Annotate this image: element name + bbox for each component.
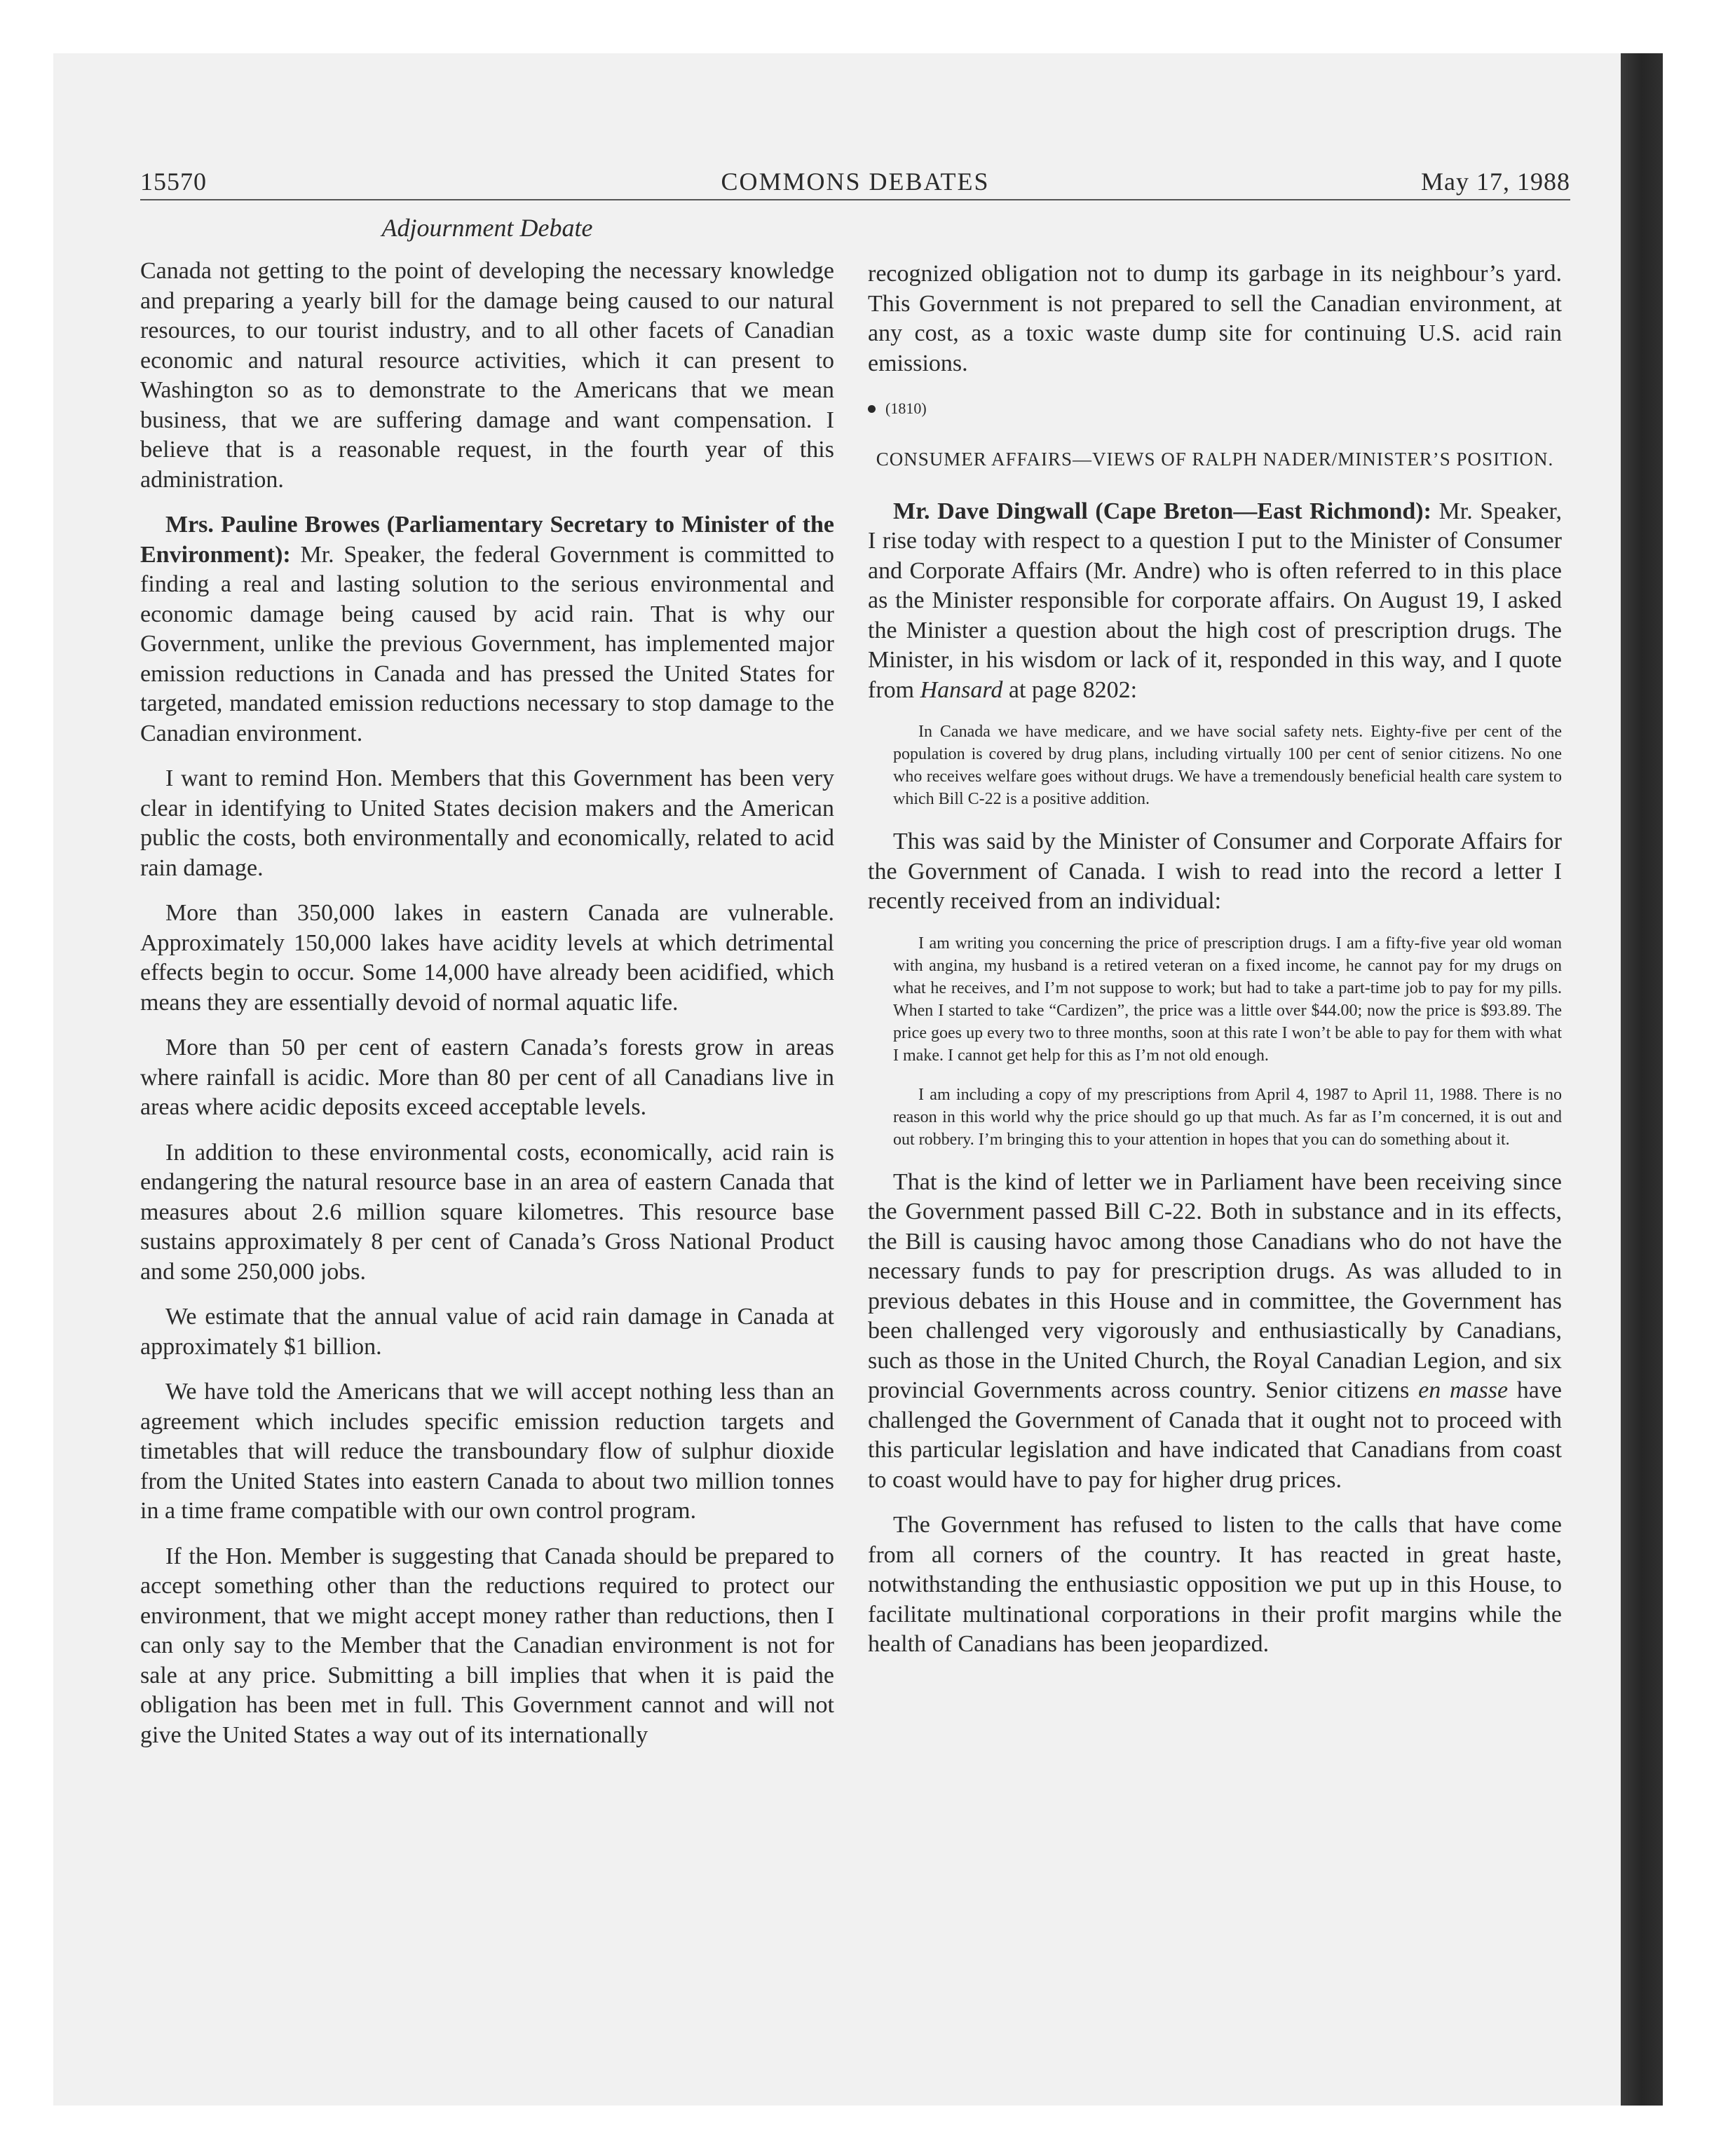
block-quote: In Canada we have medicare, and we have social safety nets. Eighty-five per cent of the population is covered by drug plans, including virtually 100 per cent of senior citizens. No one who receives welfare goes without drugs. We have a tremendously beneficial health care system to which Bill C-22 is a positive addition.	[893, 723, 1562, 808]
speech-text: at page 8202:	[1002, 676, 1138, 703]
paragraph: I want to remind Hon. Members that this Government has been very clear in identifying to United States decision makers and the American public the costs, both environmentally and economically, related to acid rain damage.	[140, 765, 834, 881]
emphasis-text: en masse	[1418, 1377, 1509, 1403]
subheading: CONSUMER AFFAIRS—VIEWS OF RALPH NADER/MINISTER’S POSITION.	[876, 448, 1554, 470]
speech-text: Mr. Speaker, I rise today with respect to a question I put to the Minister of Consumer and Corporate Affairs (Mr. Andre) who is often referred to in this place as the Minister responsible for corporate affairs. On August 19, I asked the Minister a question about the high cost of prescription drugs. The Minister, in his wisdom or lack of it, responded in this way, and I quote from	[868, 498, 1562, 703]
hansard-reference: Hansard	[920, 676, 1003, 703]
journal-title: COMMONS DEBATES	[721, 168, 990, 196]
paragraph	[868, 497, 1562, 706]
paragraph: We estimate that the annual value of acid rain damage in Canada at approximately $1 billion.	[140, 1304, 834, 1360]
paragraph: More than 350,000 lakes in eastern Canada are vulnerable. Approximately 150,000 lakes have acidity levels at which detrimental effects begin to occur. Some 14,000 have already been acidified, which means they are essentially devoid of normal aquatic life.	[140, 900, 834, 1016]
paragraph: This was said by the Minister of Consumer and Corporate Affairs for the Government of Canada. I wish to read into the record a letter I recently received from an individual:	[868, 828, 1562, 914]
block-quote: I am including a copy of my prescriptions from April 4, 1987 to April 11, 1988. There is no reason in this world why the price should go up that much. As far as I’m concerned, it is out and out robbery. I’m bringing this to your attention in hopes that you can do something about it.	[893, 1085, 1562, 1149]
header-date: May 17, 1988	[1421, 168, 1570, 196]
paragraph: In addition to these environmental costs, economically, acid rain is endangering the natural resource base in an area of eastern Canada that measures about 2.6 million square kilometres. This resource base sustains approximately 8 per cent of Canada’s Gross National Product and some 250,000 jobs.	[140, 1139, 834, 1285]
speaker-name: Mrs. Pauline Browes (Parliamentary Secretary to Minister of the Environment):	[140, 512, 834, 568]
speech-text: That is the kind of letter we in Parliament have been receiving since the Government passed Bill C-22. Both in substance and in its effects, the Bill is causing havoc among those Canadians who do not have the necessary funds to pay for prescription drugs. As was alluded to in previous debates in this House and in committee, the Government has been challenged very vigorously and enthusiastically by Canadians, such as those in the United Church, the Royal Canadian Legion, and six provincial Governments across country. Senior citizens	[868, 1168, 1562, 1403]
section-title: Adjournment Debate	[381, 214, 593, 242]
paragraph: If the Hon. Member is suggesting that Canada should be prepared to accept something other than the reductions required to protect our environment, that we might accept money rather than reductions, then I can only say to the Member that the Canadian environment is not for sale at any price. Submitting a bill implies that when it is paid the obligation has been met in full. This Government cannot and will not give the United States a way out of its internationally	[140, 1543, 834, 1748]
scan-border	[1621, 53, 1663, 2106]
page-number: 15570	[140, 168, 207, 196]
paragraph: We have told the Americans that we will accept nothing less than an agreement which includes specific emission reduction targets and timetables that will reduce the transboundary flow of sulphur dioxide from the United States into eastern Canada to about two million tonnes in a time frame compatible with our own control program.	[140, 1379, 834, 1524]
speech-text: Mr. Speaker, the federal Government is committed to finding a real and lasting solution to the serious environmental and economic damage being caused by acid rain. That is why our Government, unlike the previous Government, has implemented major emission reductions in Canada and has pressed the United States for targeted, mandated emission reductions necessary to stop damage to the Canadian environment.	[140, 541, 834, 746]
block-quote: I am writing you concerning the price of prescription drugs. I am a fifty-five year old woman with angina, my husband is a retired veteran on a fixed income, he cannot pay for my drugs on what he receives, and I’m not suppose to work; but had to take a part-time job to pay for my pills. When I started to take “Cardizen”, the price was a little over $44.00; now the price is $93.89. The price goes up every two to three months, soon at this rate I won’t be able to pay for them with what I make. I cannot get help for this as I’m not old enough.	[893, 934, 1562, 1065]
bullet-icon	[868, 405, 876, 413]
paragraph: recognized obligation not to dump its garbage in its neighbour’s yard. This Government is not prepared to sell the Canadian environment, at any cost, as a toxic waste dump site for continuing U.S. acid rain emissions.	[868, 261, 1562, 376]
time-marker-text: (1810)	[885, 400, 927, 417]
speaker-name: Mr. Dave Dingwall (Cape Breton—East Richmond):	[893, 498, 1431, 524]
paragraph: Canada not getting to the point of developing the necessary knowledge and preparing a yearly bill for the damage being caused to our natural resources, to our tourist industry, and to all other facets of Canadian economic and natural resource activities, which it can present to Washington so as to demonstrate to the Americans that we mean business, that we are suffering damage and want compensation. I believe that is a reasonable request, in the fourth year of this administration.	[140, 258, 834, 493]
right-column	[868, 259, 1562, 1675]
page-header	[140, 167, 1570, 200]
left-column	[140, 257, 834, 1766]
paragraph	[868, 1168, 1562, 1496]
paragraph	[140, 510, 834, 749]
time-marker	[868, 394, 1562, 424]
speech-text: have challenged the Government of Canada that it ought not to proceed with this particular legislation and have indicated that Canadians from coast to coast would have to pay for higher drug prices.	[868, 1377, 1562, 1493]
paragraph: More than 50 per cent of eastern Canada’s forests grow in areas where rainfall is acidic. More than 80 per cent of all Canadians live in areas where acidic deposits exceed acceptable levels.	[140, 1035, 834, 1120]
paragraph: The Government has refused to listen to the calls that have come from all corners of the country. It has reacted in great haste, notwithstanding the enthusiastic opposition we put up in this House, to facilitate multinational corporations in their profit margins while the health of Canadians has been jeopardized.	[868, 1512, 1562, 1657]
